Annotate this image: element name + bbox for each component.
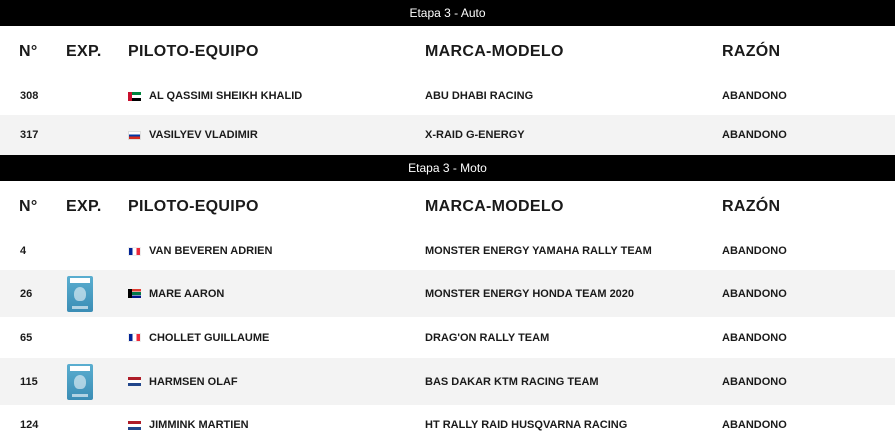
table-header	[0, 26, 895, 77]
netherlands-flag-icon	[128, 377, 141, 386]
table-row	[0, 358, 895, 405]
row-number: 124	[20, 419, 39, 431]
row-pilot	[128, 332, 425, 344]
row-brand: ABU DHABI RACING	[425, 90, 534, 102]
table-row	[0, 317, 895, 358]
russia-flag-icon	[128, 131, 141, 140]
pilot-name[interactable]: HARMSEN OLAF	[149, 375, 238, 388]
row-brand: HT RALLY RAID HUSQVARNA RACING	[425, 419, 628, 431]
rookie-badge-icon	[67, 364, 93, 400]
section-title: Etapa 3 - Auto	[409, 6, 486, 20]
section-title-bar	[0, 155, 895, 181]
france-flag-icon	[128, 247, 141, 256]
row-number: 4	[20, 245, 27, 257]
row-reason: ABANDONO	[722, 90, 787, 102]
row-reason: ABANDONO	[722, 129, 787, 141]
table-row	[0, 270, 895, 317]
row-number: 26	[20, 287, 33, 300]
table-row	[0, 115, 895, 155]
row-pilot	[128, 245, 425, 257]
row-number: 308	[20, 90, 39, 102]
row-reason: ABANDONO	[722, 245, 787, 257]
table-row	[0, 232, 895, 270]
section-title-bar	[0, 0, 895, 26]
row-exp	[66, 276, 128, 312]
row-brand: X-RAID G-ENERGY	[425, 129, 525, 141]
table-row	[0, 405, 895, 445]
row-pilot	[128, 129, 425, 141]
pilot-name[interactable]: VAN BEVEREN ADRIEN	[149, 245, 273, 257]
row-brand: BAS DAKAR KTM RACING TEAM	[425, 375, 599, 388]
row-number: 115	[20, 375, 38, 388]
row-pilot	[128, 419, 425, 431]
header-brand: MARCA-MODELO	[425, 197, 564, 215]
header-reason: RAZÓN	[722, 197, 781, 215]
row-pilot	[128, 288, 425, 300]
header-exp: EXP.	[66, 42, 102, 60]
row-reason: ABANDONO	[722, 419, 787, 431]
south-africa-flag-icon	[128, 289, 141, 298]
section-moto	[0, 155, 895, 445]
header-number: N°	[19, 197, 38, 215]
pilot-name[interactable]: JIMMINK MARTIEN	[149, 419, 249, 431]
header-brand: MARCA-MODELO	[425, 42, 564, 60]
row-number: 65	[20, 331, 33, 344]
row-brand: MONSTER ENERGY YAMAHA RALLY TEAM	[425, 245, 652, 257]
row-exp	[66, 364, 128, 400]
section-title: Etapa 3 - Moto	[408, 161, 487, 175]
row-number: 317	[20, 129, 39, 141]
row-reason: ABANDONO	[722, 331, 787, 344]
row-reason: ABANDONO	[722, 375, 787, 388]
header-reason: RAZÓN	[722, 42, 781, 60]
row-brand: MONSTER ENERGY HONDA TEAM 2020	[425, 287, 635, 300]
table-header	[0, 181, 895, 232]
uae-flag-icon	[128, 92, 141, 101]
france-flag-icon	[128, 333, 141, 342]
netherlands-flag-icon	[128, 421, 141, 430]
header-pilot: PILOTO-EQUIPO	[128, 197, 259, 215]
section-auto	[0, 0, 895, 155]
pilot-name[interactable]: VASILYEV VLADIMIR	[149, 129, 258, 141]
row-brand: DRAG'ON RALLY TEAM	[425, 331, 550, 344]
pilot-name[interactable]: MARE AARON	[149, 287, 225, 300]
header-exp: EXP.	[66, 197, 102, 215]
header-number: N°	[19, 42, 38, 60]
pilot-name[interactable]: CHOLLET GUILLAUME	[149, 331, 270, 344]
pilot-name[interactable]: AL QASSIMI SHEIKH KHALID	[149, 90, 303, 102]
header-pilot: PILOTO-EQUIPO	[128, 42, 259, 60]
row-reason: ABANDONO	[722, 287, 787, 300]
row-pilot	[128, 376, 425, 388]
rookie-badge-icon	[67, 276, 93, 312]
table-row	[0, 77, 895, 115]
row-pilot	[128, 90, 425, 102]
